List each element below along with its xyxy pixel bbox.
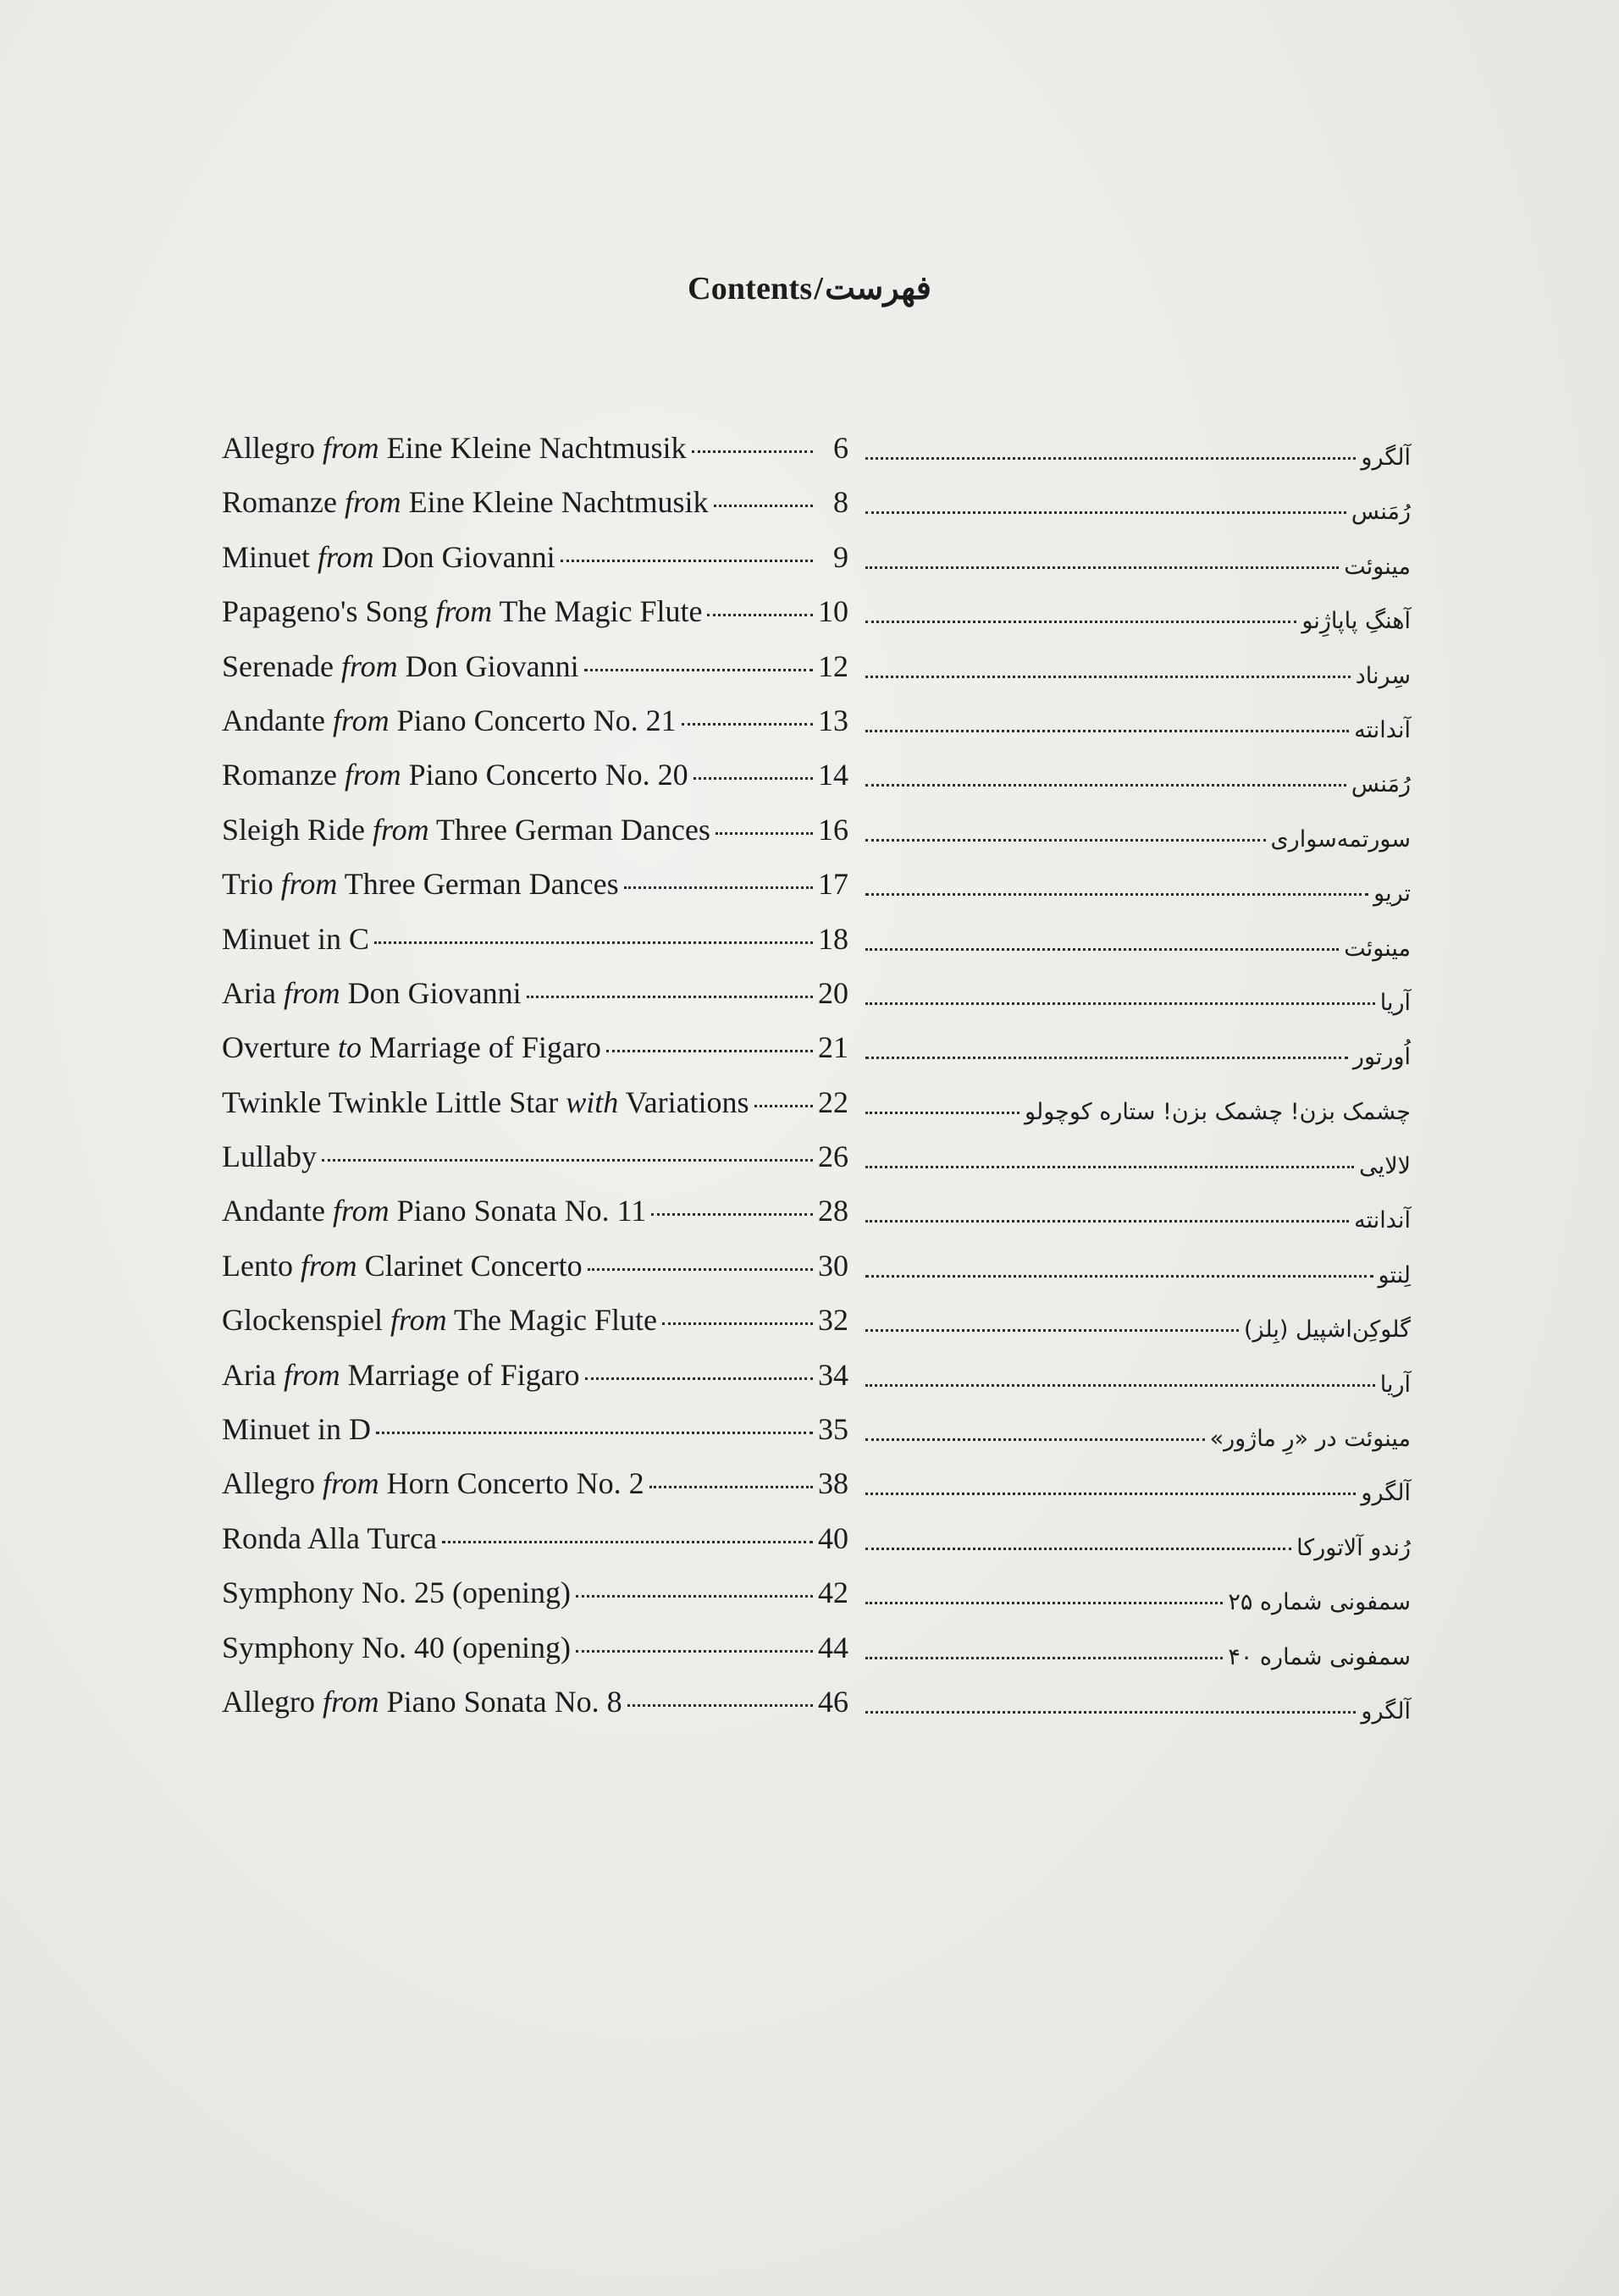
toc-entry-conjunction: from [280, 867, 338, 902]
dot-leader [865, 1002, 1375, 1005]
toc-entry-source: Marriage of Figaro [340, 1357, 580, 1392]
toc-entry-title [222, 1630, 571, 1665]
dot-leader [865, 1057, 1348, 1059]
dot-leader [576, 1650, 813, 1653]
dot-leader [624, 886, 813, 889]
toc-entry-conjunction: from [322, 431, 379, 465]
toc-entry [222, 921, 848, 975]
toc-entry-persian-title: گلوکِن‌اشپیل (بِلز) [1243, 1316, 1411, 1344]
toc-entry-source: Piano Concerto No. 20 [401, 758, 688, 792]
toc-entry-persian-title: آندانته [1354, 716, 1411, 743]
toc-entry-source: Horn Concerto No. 2 [379, 1466, 644, 1501]
toc-entry-title [222, 430, 687, 466]
dot-leader [374, 941, 813, 944]
toc-entry-persian-title: آهنگِ پاپاژِنو [1301, 608, 1411, 635]
toc-entry-persian [865, 1426, 1411, 1480]
toc-entry-persian [865, 1372, 1411, 1426]
toc-entry-persian-title: مینوئت در «رِ ماژور» [1209, 1426, 1411, 1453]
toc-entry-name: Allegro [222, 1684, 323, 1719]
dot-leader [442, 1541, 813, 1543]
toc-entry-persian-title: سمفونی شماره ۴۰ [1228, 1643, 1411, 1670]
toc-entry-persian-title: آریا [1379, 1371, 1411, 1398]
toc-entry-persian [865, 1044, 1411, 1098]
toc-entry-name: Papageno's Song [222, 594, 436, 629]
toc-entry-conjunction: from [283, 975, 340, 1010]
dot-leader [865, 1166, 1354, 1168]
toc-entry-title [222, 1411, 371, 1447]
toc-entry-name: Andante [222, 703, 333, 737]
toc-entry-title [222, 921, 369, 957]
toc-entry-source: The Magic Flute [492, 594, 703, 629]
toc-entry-persian [865, 1099, 1411, 1153]
toc-entry-name: Lullaby [222, 1140, 317, 1174]
dot-leader [584, 669, 813, 671]
toc-entry-persian-title: رُمَنس [1351, 771, 1411, 798]
toc-entry-title [222, 1248, 583, 1283]
toc-entry [222, 430, 848, 484]
toc-entry-persian-title: تریو [1373, 880, 1411, 908]
toc-entry [222, 1193, 848, 1247]
toc-entry-source: Eine Kleine Nachtmusik [379, 431, 687, 465]
toc-page-number: 42 [818, 1576, 848, 1610]
toc-entry-persian [865, 1589, 1411, 1643]
dot-leader [576, 1595, 813, 1598]
toc-entry-conjunction: to [337, 1030, 362, 1065]
toc-page-number: 8 [833, 485, 848, 520]
dot-leader [865, 1548, 1291, 1550]
dot-leader [561, 560, 813, 562]
toc-entry [222, 866, 848, 920]
toc-entry-name: Glockenspiel [222, 1303, 390, 1338]
toc-entry-persian-title: آندانته [1354, 1207, 1411, 1234]
toc-entry [222, 1248, 848, 1302]
dot-leader [606, 1050, 813, 1052]
toc-entry-persian [865, 1153, 1411, 1207]
toc-entry-source: Three German Dances [428, 812, 710, 847]
toc-entry-name: Serenade [222, 649, 341, 683]
toc-entry-persian-title: چشمک بزن! چشمک بزن! ستاره کوچولو [1025, 1098, 1411, 1125]
toc-entry-persian-title: لالایی [1359, 1153, 1411, 1180]
toc-entry [222, 1085, 848, 1139]
dot-leader [865, 1657, 1223, 1659]
dot-leader [865, 676, 1351, 678]
toc-entry-persian [865, 554, 1411, 608]
dot-leader [693, 777, 813, 780]
dot-leader [707, 614, 813, 616]
dot-leader [716, 832, 813, 835]
toc-entry-conjunction: from [283, 1357, 340, 1392]
toc-entry-persian-title: سِرناد [1355, 662, 1411, 689]
page-title [0, 269, 1619, 307]
toc-entry-source: Three German Dances [337, 867, 619, 902]
toc-entry-source: Don Giovanni [340, 975, 522, 1010]
toc-entry-persian [865, 826, 1411, 880]
toc-entry-persian [865, 1698, 1411, 1752]
toc-page-number: 38 [818, 1466, 848, 1501]
toc-entry [222, 1575, 848, 1629]
toc-entry-name: Romanze [222, 758, 345, 792]
toc-entry-name: Aria [222, 975, 284, 1010]
toc-entry-persian [865, 1262, 1411, 1316]
toc-entry [222, 703, 848, 757]
toc-entry-title [222, 1193, 646, 1228]
toc-page-number: 14 [818, 758, 848, 792]
dot-leader [754, 1105, 813, 1107]
toc-entry-title [222, 1521, 437, 1556]
toc-entry-title [222, 1575, 571, 1610]
toc-entry-title [222, 1139, 317, 1174]
toc-entry-conjunction: from [322, 1684, 379, 1719]
toc-entry-persian [865, 444, 1411, 499]
toc-entry-source: The Magic Flute [446, 1303, 657, 1338]
toc-entry-conjunction: from [322, 1466, 379, 1501]
toc-entry [222, 1411, 848, 1465]
dot-leader [865, 1112, 1019, 1114]
toc-entry-persian-title: سورتمه‌سواری [1270, 825, 1411, 853]
toc-entry-name: Overture [222, 1030, 338, 1065]
toc-entry-conjunction: from [344, 758, 401, 792]
dot-leader [865, 730, 1349, 732]
toc-entry [222, 539, 848, 593]
dot-leader [865, 621, 1296, 623]
dot-leader [865, 511, 1346, 514]
toc-page-number: 9 [833, 539, 848, 574]
toc-page-number: 22 [818, 1085, 848, 1119]
toc-entry-conjunction: from [373, 812, 429, 847]
dot-leader [865, 1220, 1349, 1223]
toc-entry-name: Aria [222, 1357, 284, 1392]
toc-entry-source: Eine Kleine Nachtmusik [401, 485, 709, 520]
toc-entry-conjunction: with [566, 1085, 619, 1119]
toc-entry [222, 484, 848, 538]
dot-leader [865, 893, 1368, 896]
toc-entry-conjunction: from [344, 485, 401, 520]
dot-leader [865, 839, 1266, 842]
dot-leader [376, 1432, 813, 1434]
toc-entry-persian [865, 771, 1411, 825]
toc-entry-persian [865, 990, 1411, 1044]
dot-leader [865, 1438, 1205, 1441]
toc-entry-persian [865, 936, 1411, 990]
toc-entry-persian-title: آلگرو [1361, 1697, 1411, 1725]
toc-page-number: 20 [818, 975, 848, 1010]
dot-leader [865, 1329, 1239, 1332]
toc-entry [222, 812, 848, 866]
toc-entry-name: Twinkle Twinkle Little Star [222, 1085, 566, 1119]
toc-page-number: 18 [818, 921, 848, 956]
toc-entry-name: Lento [222, 1248, 301, 1283]
toc-entry [222, 975, 848, 1029]
toc-page-number: 35 [818, 1412, 848, 1447]
toc-entry-source: Variations [618, 1085, 749, 1119]
dot-leader [649, 1486, 813, 1488]
toc-entry-persian [865, 1207, 1411, 1261]
toc-entry [222, 757, 848, 811]
toc-entry-persian [865, 608, 1411, 662]
toc-page-number: 26 [818, 1140, 848, 1174]
toc-entry-name: Romanze [222, 485, 345, 520]
toc-entry-source: Piano Sonata No. 8 [379, 1684, 622, 1719]
toc-page-number: 17 [818, 867, 848, 902]
toc-entry-name: Symphony No. 40 (opening) [222, 1630, 571, 1664]
toc-entry-source: Marriage of Figaro [361, 1030, 601, 1065]
dot-leader [662, 1322, 813, 1325]
dot-leader [585, 1377, 813, 1380]
toc-entry-title [222, 1029, 601, 1065]
dot-leader [692, 450, 813, 453]
dot-leader [322, 1159, 813, 1162]
toc-entry-title [222, 1302, 657, 1338]
toc-page-number: 44 [818, 1630, 848, 1664]
toc-entry [222, 1630, 848, 1684]
toc-entry-persian-title: رُمَنس [1351, 499, 1411, 526]
toc-entry-persian-title: لِنتو [1378, 1261, 1411, 1289]
toc-entry-name: Allegro [222, 431, 323, 465]
toc-entry-name: Sleigh Ride [222, 812, 373, 847]
toc-page-number: 21 [818, 1030, 848, 1065]
toc-entry-title [222, 703, 677, 738]
toc-entry-name: Symphony No. 25 (opening) [222, 1576, 571, 1610]
toc-entry [222, 593, 848, 648]
toc-entry-persian-title: آلگرو [1361, 444, 1411, 471]
toc-entry-title [222, 1684, 622, 1719]
title-separator: / [814, 271, 824, 306]
toc-page-number: 13 [818, 703, 848, 737]
title-english: Contents [688, 271, 813, 306]
toc-entry-conjunction: from [340, 649, 398, 683]
toc-entry [222, 1029, 848, 1084]
toc-entry-persian [865, 1535, 1411, 1589]
dot-leader [865, 457, 1356, 460]
dot-leader [865, 1384, 1375, 1387]
toc-page-number: 28 [818, 1194, 848, 1228]
toc-entry [222, 1684, 848, 1738]
dot-leader [865, 1602, 1223, 1604]
dot-leader [627, 1704, 813, 1707]
toc-entry-conjunction: from [318, 539, 374, 574]
toc-entry-title [222, 1085, 749, 1120]
dot-leader [527, 996, 813, 998]
toc-page-number: 34 [818, 1357, 848, 1392]
toc-entry-persian-title: مینوئت [1344, 553, 1411, 580]
toc-entry-title [222, 866, 619, 902]
toc-entry-title [222, 539, 555, 575]
toc-entry-title [222, 975, 522, 1011]
toc-entry-persian-title: اُورتور [1352, 1044, 1411, 1071]
toc-entry-source: Don Giovanni [373, 539, 555, 574]
toc-page-number: 40 [818, 1521, 848, 1555]
toc-entry-persian-title: مینوئت [1344, 935, 1411, 962]
dot-leader [865, 1711, 1356, 1714]
toc-entry [222, 1465, 848, 1520]
toc-entry-conjunction: from [435, 594, 493, 629]
dot-leader [865, 784, 1346, 786]
toc-entry [222, 1139, 848, 1193]
toc-entry-title [222, 1357, 580, 1393]
toc-english-column [222, 430, 848, 1738]
toc-entry-persian [865, 1480, 1411, 1534]
toc-entry-persian [865, 1644, 1411, 1698]
toc-entry-source: Clarinet Concerto [356, 1248, 583, 1283]
toc-entry-source: Don Giovanni [397, 649, 579, 683]
toc-entry-conjunction: from [332, 1194, 390, 1228]
toc-entry-name: Minuet in C [222, 921, 370, 956]
toc-page-number: 46 [818, 1684, 848, 1719]
toc-entry-name: Minuet in D [222, 1412, 371, 1447]
toc-entry [222, 1302, 848, 1356]
toc-entry-title [222, 484, 709, 520]
dot-leader [588, 1268, 813, 1271]
toc-page-number: 6 [833, 431, 848, 465]
toc-entry-persian-title: سمفونی شماره ۲۵ [1228, 1589, 1411, 1616]
dot-leader [865, 1493, 1356, 1495]
dot-leader [714, 505, 813, 507]
toc-entry-name: Ronda Alla Turca [222, 1521, 438, 1555]
toc-entry-title [222, 812, 710, 847]
toc-entry-persian [865, 880, 1411, 935]
toc-entry-title [222, 1465, 644, 1501]
toc-entry-title [222, 649, 579, 684]
dot-leader [651, 1213, 813, 1216]
title-persian: فهرست [825, 271, 931, 306]
toc-entry-persian-title: آلگرو [1361, 1480, 1411, 1507]
toc-page-number: 30 [818, 1248, 848, 1283]
toc-page-number: 16 [818, 812, 848, 847]
toc-entry-persian-title: رُندو آلاتورکا [1296, 1534, 1411, 1561]
dot-leader [682, 723, 813, 726]
toc-entry-persian [865, 1316, 1411, 1371]
toc-entry-persian-title: آریا [1379, 989, 1411, 1016]
toc-entry-name: Andante [222, 1194, 333, 1228]
toc-entry-name: Minuet [222, 539, 318, 574]
dot-leader [865, 948, 1339, 951]
toc-entry-name: Allegro [222, 1466, 323, 1501]
toc-page-number: 10 [818, 594, 848, 629]
toc-entry-conjunction: from [332, 703, 390, 737]
toc-entry-title [222, 593, 702, 629]
dot-leader [865, 1275, 1373, 1278]
toc-entry-conjunction: from [390, 1303, 447, 1338]
toc-entry-conjunction: from [300, 1248, 357, 1283]
toc-entry-name: Trio [222, 867, 281, 902]
toc-persian-column [865, 444, 1411, 1752]
toc-entry [222, 1521, 848, 1575]
toc-entry-source: Piano Sonata No. 11 [389, 1194, 647, 1228]
toc-entry [222, 1357, 848, 1411]
toc-page-number: 12 [818, 649, 848, 683]
toc-entry [222, 649, 848, 703]
dot-leader [865, 566, 1339, 569]
toc-entry-source: Piano Concerto No. 21 [389, 703, 677, 737]
toc-entry-title [222, 757, 688, 792]
toc-page-number: 32 [818, 1303, 848, 1338]
toc-entry-persian [865, 717, 1411, 771]
toc-entry-persian [865, 499, 1411, 553]
toc-entry-persian [865, 663, 1411, 717]
